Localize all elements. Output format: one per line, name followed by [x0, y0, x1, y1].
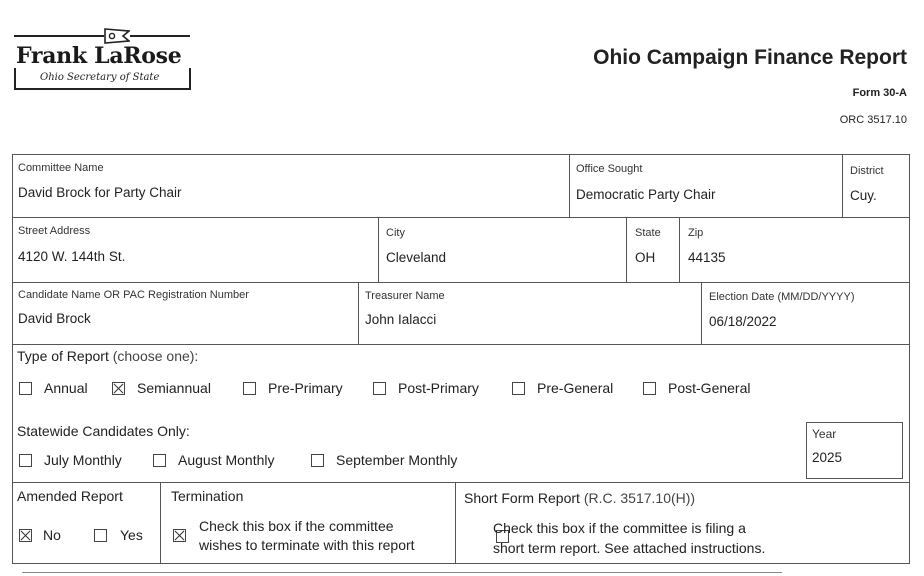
- july-monthly-label: July Monthly: [44, 452, 122, 468]
- amended-no-label: No: [43, 527, 61, 543]
- amended-yes-label: Yes: [120, 527, 143, 543]
- short-form-text-1: Check this box if the committee is filing a: [493, 520, 746, 536]
- candidate-name-field[interactable]: David Brock: [18, 311, 91, 326]
- office-sought-label: Office Sought: [576, 163, 643, 175]
- row2-divider-1: [378, 217, 379, 282]
- option-post-general[interactable]: [643, 380, 750, 396]
- post-general-label: Post-General: [668, 380, 751, 396]
- september-monthly-checkbox[interactable]: [311, 454, 324, 467]
- zip-field[interactable]: 44135: [688, 250, 726, 265]
- state-field[interactable]: OH: [635, 250, 656, 265]
- termination-text-1: Check this box if the committee: [199, 518, 394, 534]
- committee-name-label: Committee Name: [18, 162, 104, 174]
- amended-no-option[interactable]: [19, 527, 61, 543]
- district-field[interactable]: Cuy.: [850, 188, 877, 203]
- state-label: State: [635, 227, 661, 239]
- bottom-section-rule: [12, 482, 910, 483]
- year-label: Year: [812, 427, 837, 441]
- option-august-monthly[interactable]: [153, 452, 275, 468]
- row3-bottom-rule: [12, 344, 910, 345]
- row2-divider-2: [626, 217, 627, 282]
- pre-general-label: Pre-General: [537, 380, 614, 396]
- street-address-field[interactable]: 4120 W. 144th St.: [18, 249, 126, 264]
- option-pre-primary[interactable]: [243, 380, 343, 396]
- pre-primary-label: Pre-Primary: [268, 380, 343, 396]
- zip-label: Zip: [688, 227, 704, 239]
- semiannual-checkbox[interactable]: [112, 382, 125, 395]
- option-post-primary[interactable]: [373, 380, 479, 396]
- bottom-divider-1: [160, 482, 161, 564]
- option-semiannual[interactable]: [112, 380, 211, 396]
- form-number: Form 30-A: [852, 87, 907, 99]
- statute-reference: ORC 3517.10: [839, 114, 907, 126]
- election-date-label: Election Date (MM/DD/YYYY): [709, 291, 855, 303]
- short-form-title: Short Form Report: [464, 490, 580, 506]
- logo-bracket-left: [14, 68, 16, 90]
- option-annual[interactable]: [19, 380, 88, 396]
- row1-divider-2: [842, 154, 843, 217]
- bottom-divider-2: [455, 482, 456, 564]
- row3-divider-2: [701, 282, 702, 344]
- post-general-checkbox[interactable]: [643, 382, 656, 395]
- report-type-title: Type of Report: [17, 348, 109, 364]
- report-type-note: (choose one):: [112, 348, 199, 364]
- amended-yes-checkbox[interactable]: [94, 529, 107, 542]
- annual-label: Annual: [44, 380, 88, 396]
- election-date-field[interactable]: 06/18/2022: [709, 314, 777, 329]
- post-primary-checkbox[interactable]: [373, 382, 386, 395]
- row1-bottom-rule: [12, 217, 910, 218]
- logo-bracket-right: [189, 68, 191, 90]
- short-form-heading: [464, 490, 695, 506]
- street-address-label: Street Address: [18, 225, 91, 237]
- city-field[interactable]: Cleveland: [386, 250, 447, 265]
- city-label: City: [386, 227, 405, 239]
- termination-heading: Termination: [171, 488, 244, 504]
- amended-report-heading: Amended Report: [17, 488, 123, 504]
- option-pre-general[interactable]: [512, 380, 613, 396]
- termination-text-2: wishes to terminate with this report: [199, 537, 415, 553]
- annual-checkbox[interactable]: [19, 382, 32, 395]
- candidate-name-label: Candidate Name OR PAC Registration Number: [18, 289, 249, 301]
- short-form-note: (R.C. 3517.10(H)): [583, 490, 696, 506]
- committee-name-field[interactable]: David Brock for Party Chair: [18, 185, 182, 200]
- august-monthly-label: August Monthly: [178, 452, 275, 468]
- report-title: Ohio Campaign Finance Report: [593, 46, 907, 69]
- option-september-monthly[interactable]: [311, 452, 457, 468]
- amended-no-checkbox[interactable]: [19, 529, 32, 542]
- row2-bottom-rule: [12, 282, 910, 283]
- logo-subtitle: Ohio Secretary of State: [40, 72, 160, 83]
- logo-rule: [14, 35, 190, 37]
- post-primary-label: Post-Primary: [398, 380, 479, 396]
- next-section-rule: [22, 572, 782, 573]
- amended-yes-option[interactable]: [94, 527, 143, 543]
- report-type-heading: [17, 348, 198, 364]
- option-july-monthly[interactable]: [19, 452, 122, 468]
- statewide-heading: Statewide Candidates Only:: [17, 423, 190, 439]
- row2-divider-3: [679, 217, 680, 282]
- district-label: District: [850, 165, 884, 177]
- treasurer-name-field[interactable]: John Ialacci: [365, 312, 437, 327]
- termination-checkbox[interactable]: [173, 529, 186, 542]
- sos-logo: [14, 26, 192, 92]
- semiannual-label: Semiannual: [137, 380, 211, 396]
- row1-divider-1: [569, 154, 570, 217]
- short-form-text-2: short term report. See attached instructions.: [493, 540, 766, 556]
- year-field[interactable]: 2025: [812, 450, 843, 465]
- september-monthly-label: September Monthly: [336, 452, 458, 468]
- logo-bracket-bottom: [14, 88, 191, 90]
- row3-divider-1: [358, 282, 359, 344]
- office-sought-field[interactable]: Democratic Party Chair: [576, 187, 716, 202]
- logo-name: Frank LaRose: [16, 43, 182, 69]
- july-monthly-checkbox[interactable]: [19, 454, 32, 467]
- pre-primary-checkbox[interactable]: [243, 382, 256, 395]
- august-monthly-checkbox[interactable]: [153, 454, 166, 467]
- treasurer-name-label: Treasurer Name: [365, 290, 445, 302]
- pre-general-checkbox[interactable]: [512, 382, 525, 395]
